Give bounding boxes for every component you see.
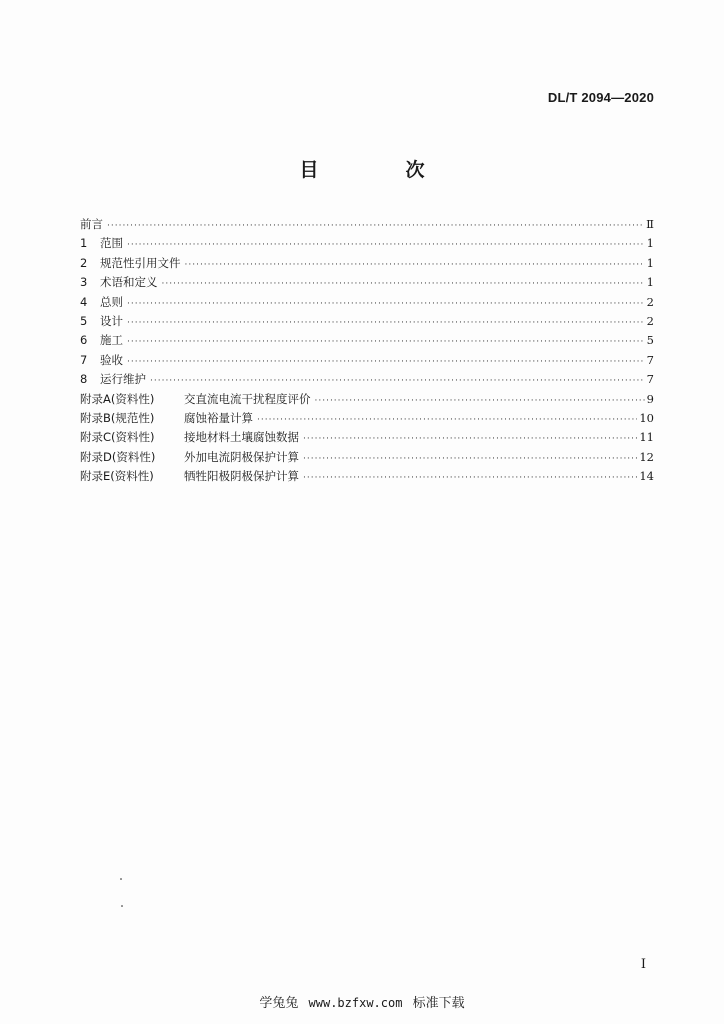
toc-entry-page: 14 (639, 469, 654, 484)
toc-leader-dots (127, 299, 645, 309)
toc-entry-5[interactable] (80, 313, 654, 332)
toc-entry-number: 6 (80, 333, 88, 348)
table-of-contents (80, 216, 654, 487)
toc-entry-4[interactable] (80, 294, 654, 313)
toc-entry-label: 前言 (80, 217, 103, 231)
toc-leader-dots (303, 454, 637, 464)
toc-leader-dots (185, 260, 645, 270)
toc-entry-page: 11 (639, 430, 654, 445)
toc-entry-label: 规范性引用文件 (100, 255, 181, 270)
toc-entry-appendix-c[interactable] (80, 429, 654, 448)
toc-title: 目 次 (299, 159, 459, 181)
toc-entry-number: 7 (80, 352, 88, 367)
toc-appendix-prefix: 附录C(资料性) (80, 430, 155, 445)
toc-leader-dots (303, 434, 637, 444)
toc-entry-8[interactable] (80, 371, 654, 390)
watermark-footer (0, 992, 724, 1011)
toc-entry-label: 总则 (100, 294, 123, 309)
toc-appendix-prefix: 附录B(规范性) (80, 410, 155, 425)
toc-entry-number: 4 (80, 294, 88, 309)
toc-entry-2[interactable] (80, 255, 654, 274)
toc-entry-label: 牺牲阳极阴极保护计算 (184, 469, 299, 484)
page-number: I (640, 957, 646, 972)
footer-url[interactable]: www.bzfxw.com (308, 996, 403, 1010)
toc-entry-page: 9 (646, 391, 654, 406)
toc-leader-dots (303, 473, 637, 483)
toc-entry-appendix-d[interactable] (80, 449, 654, 468)
toc-leader-dots (150, 376, 645, 386)
toc-entry-page: 10 (639, 410, 654, 425)
toc-entry-appendix-b[interactable] (80, 410, 654, 429)
toc-entry-label: 交直流电流干扰程度评价 (184, 391, 311, 406)
toc-entry-7[interactable] (80, 352, 654, 371)
scan-speck (120, 878, 122, 880)
toc-entry-number: 2 (80, 255, 88, 270)
toc-entry-number: 3 (80, 275, 88, 290)
toc-entry-number: 5 (80, 313, 88, 328)
toc-entry-page: 1 (646, 255, 654, 270)
toc-leader-dots (127, 318, 645, 328)
toc-entry-label: 腐蚀裕量计算 (184, 410, 253, 425)
toc-entry-number: 8 (80, 372, 88, 387)
toc-leader-dots (127, 337, 645, 347)
toc-entry-page: 5 (646, 333, 654, 348)
toc-entry-page: 1 (646, 275, 654, 290)
toc-entry-3[interactable] (80, 274, 654, 293)
toc-entry-page: 2 (646, 313, 654, 328)
toc-appendix-prefix: 附录A(资料性) (80, 391, 155, 406)
toc-entry-label: 范围 (100, 236, 123, 251)
scan-speck (121, 905, 123, 907)
footer-site-name: 学兔兔 (259, 996, 299, 1011)
toc-leader-dots (107, 221, 644, 231)
toc-entry-label: 接地材料土壤腐蚀数据 (184, 430, 299, 445)
toc-entry-page: 2 (646, 294, 654, 309)
toc-entry-page: 1 (646, 236, 654, 251)
toc-entry-appendix-a[interactable] (80, 391, 654, 410)
toc-entry-label: 外加电流阴极保护计算 (184, 449, 299, 464)
toc-entry-1[interactable] (80, 235, 654, 254)
toc-leader-dots (257, 415, 637, 425)
toc-entry-label: 运行维护 (100, 372, 146, 387)
toc-leader-dots (162, 279, 645, 289)
toc-leader-dots (315, 396, 645, 406)
toc-entry-page: Ⅱ (646, 217, 654, 231)
toc-leader-dots (127, 240, 645, 250)
toc-entry-number: 1 (80, 236, 88, 251)
toc-entry-label: 施工 (100, 333, 123, 348)
toc-entry-appendix-e[interactable] (80, 468, 654, 487)
toc-leader-dots (127, 357, 645, 367)
standard-code: DL/T 2094—2020 (547, 90, 654, 105)
toc-appendix-prefix: 附录E(资料性) (80, 469, 154, 484)
toc-appendix-prefix: 附录D(资料性) (80, 449, 156, 464)
toc-entry-foreword[interactable] (80, 216, 654, 235)
toc-entry-6[interactable] (80, 332, 654, 351)
toc-entry-page: 7 (646, 352, 654, 367)
toc-entry-page: 7 (646, 372, 654, 387)
toc-entry-page: 12 (639, 449, 654, 464)
toc-entry-label: 设计 (100, 313, 123, 328)
footer-slogan: 标准下载 (412, 996, 465, 1011)
toc-entry-label: 验收 (100, 352, 123, 367)
toc-entry-label: 术语和定义 (100, 275, 158, 290)
